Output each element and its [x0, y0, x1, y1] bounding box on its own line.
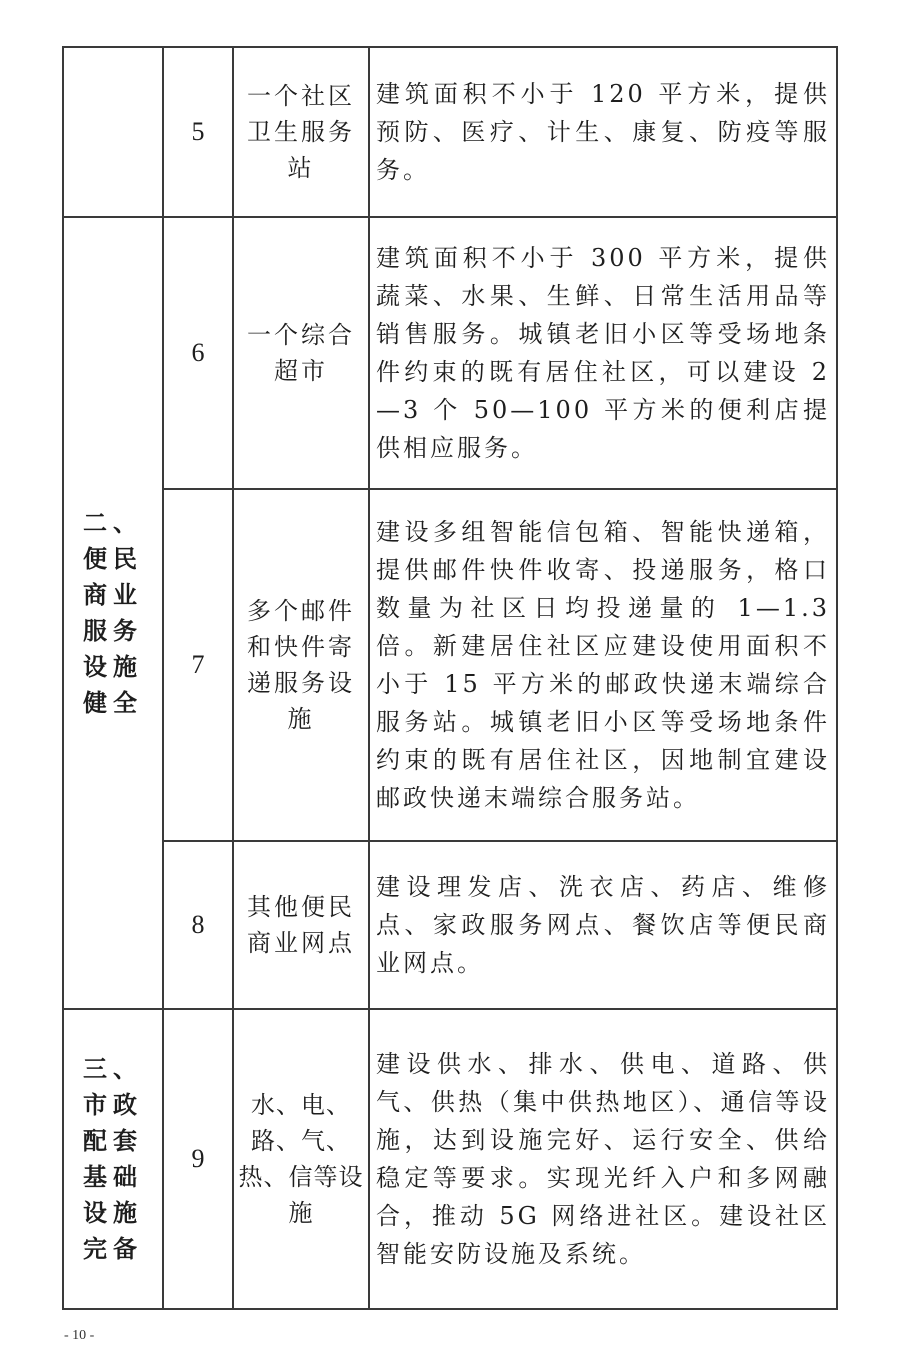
item-number: 8: [163, 841, 233, 1009]
category-cell: 三、市政配套基础设施完备: [63, 1009, 163, 1309]
item-name: 一个综合超市: [233, 217, 369, 489]
item-number: 5: [163, 47, 233, 217]
table-row: [63, 1009, 837, 1309]
item-number: 7: [163, 489, 233, 841]
item-name: 水、电、路、气、热、信等设施: [233, 1009, 369, 1309]
item-number: 6: [163, 217, 233, 489]
item-description: 建筑面积不小于 300 平方米，提供蔬菜、水果、生鲜、日常生活用品等销售服务。城镇老旧小区等受场地条件约束的既有居住社区，可以建设 2—3 个 50—100 平方米的便利店提供相应服务。: [369, 217, 837, 489]
item-number: 9: [163, 1009, 233, 1309]
category-cell-empty: [63, 47, 163, 217]
item-description: 建设理发店、洗衣店、药店、维修点、家政服务网点、餐饮店等便民商业网点。: [369, 841, 837, 1009]
page-number: - 10 -: [64, 1328, 95, 1343]
standards-table: [62, 46, 838, 1310]
item-name: 一个社区卫生服务站: [233, 47, 369, 217]
item-name: 多个邮件和快件寄递服务设施: [233, 489, 369, 841]
item-name: 其他便民商业网点: [233, 841, 369, 1009]
category-cell: 二、便民商业服务设施健全: [63, 217, 163, 1009]
table-row: [63, 841, 837, 1009]
table-row: [63, 217, 837, 489]
table-row: [63, 47, 837, 217]
table-row: [63, 489, 837, 841]
item-description: 建设供水、排水、供电、道路、供气、供热（集中供热地区）、通信等设施，达到设施完好、运行安全、供给稳定等要求。实现光纤入户和多网融合，推动 5G 网络进社区。建设社区智能安防设施及系统。: [369, 1009, 837, 1309]
item-description: 建筑面积不小于 120 平方米，提供预防、医疗、计生、康复、防疫等服务。: [369, 47, 837, 217]
item-description: 建设多组智能信包箱、智能快递箱，提供邮件快件收寄、投递服务，格口数量为社区日均投递量的 1—1.3 倍。新建居住社区应建设使用面积不小于 15 平方米的邮政快递末端综合服务站。城镇老旧小区等受场地条件约束的既有居住社区，因地制宜建设邮政快递末端综合服务站。: [369, 489, 837, 841]
